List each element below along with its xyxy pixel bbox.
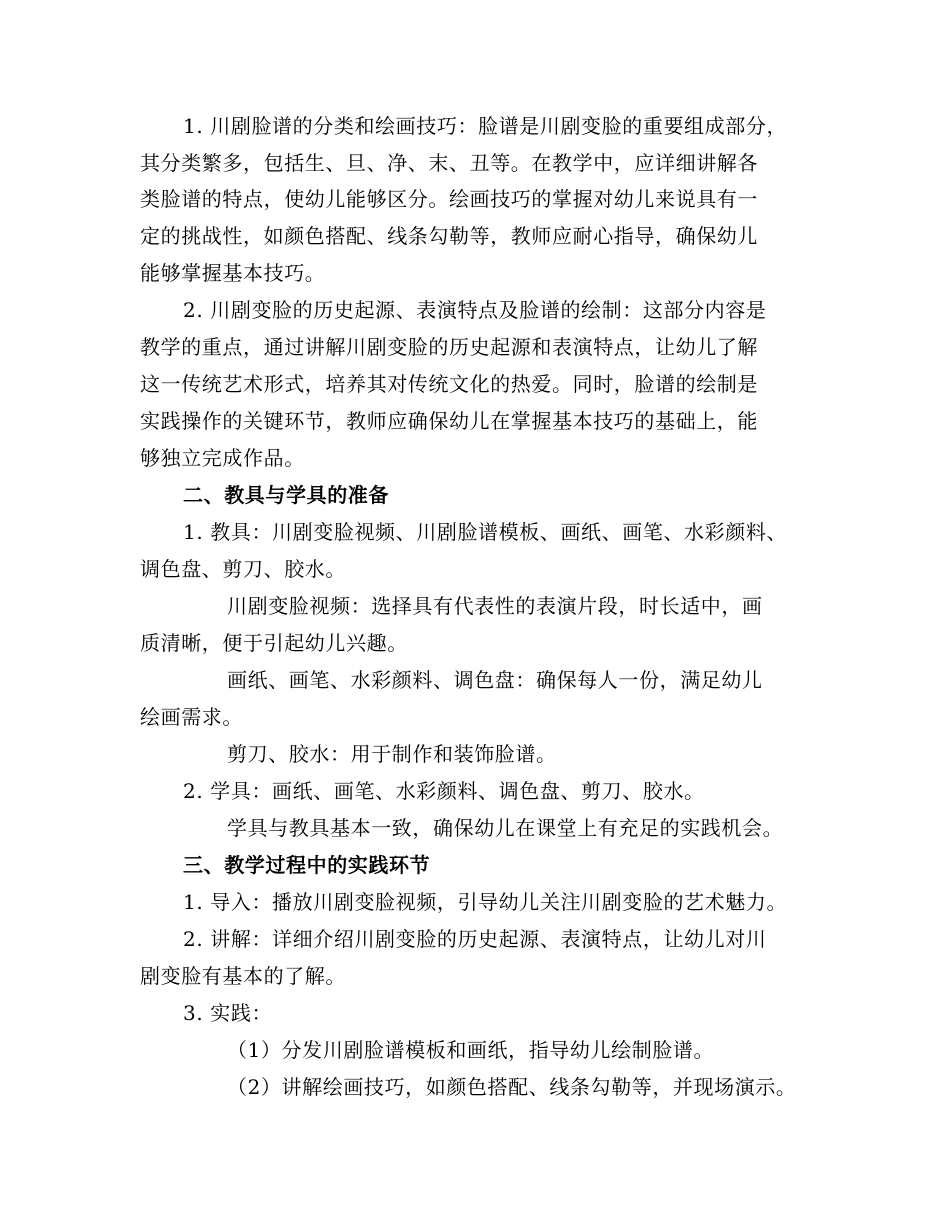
section-heading-3: 三、教学过程中的实践环节 — [183, 853, 431, 877]
paragraph-1-line-1: 1. 川剧脸谱的分类和绘画技巧：脸谱是川剧变脸的重要组成部分， — [183, 114, 788, 138]
paper-note-line-1: 画纸、画笔、水彩颜料、调色盘：确保每人一份，满足幼儿 — [227, 668, 763, 692]
scissors-note: 剪刀、胶水：用于制作和装饰脸谱。 — [227, 742, 557, 766]
paragraph-1-line-2: 其分类繁多，包括生、旦、净、末、丑等。在教学中，应详细讲解各 — [140, 151, 758, 175]
teaching-aids-line-2: 调色盘、剪刀、胶水。 — [140, 557, 346, 581]
video-note-line-1: 川剧变脸视频：选择具有代表性的表演片段，时长适中，画 — [227, 594, 763, 618]
paragraph-1-line-5: 能够掌握基本技巧。 — [140, 261, 326, 285]
paper-note-line-2: 绘画需求。 — [140, 705, 243, 729]
learning-aids-note: 学具与教具基本一致，确保幼儿在课堂上有充足的实践机会。 — [227, 816, 784, 840]
paragraph-2-line-4: 实践操作的关键环节，教师应确保幼儿在掌握基本技巧的基础上，能 — [140, 409, 758, 433]
paragraph-1-line-4: 定的挑战性，如颜色搭配、线条勾勒等，教师应耐心指导，确保幼儿 — [140, 224, 758, 248]
step-explain-line-2: 剧变脸有基本的了解。 — [140, 964, 346, 988]
paragraph-2-line-5: 够独立完成作品。 — [140, 446, 305, 470]
paragraph-2-line-1: 2. 川剧变脸的历史起源、表演特点及脸谱的绘制：这部分内容是 — [183, 298, 767, 322]
teaching-aids-line-1: 1. 教具：川剧变脸视频、川剧脸谱模板、画纸、画笔、水彩颜料、 — [183, 520, 788, 544]
paragraph-2-line-3: 这一传统艺术形式，培养其对传统文化的热爱。同时，脸谱的绘制是 — [140, 372, 758, 396]
paragraph-1-line-3: 类脸谱的特点，使幼儿能够区分。绘画技巧的掌握对幼儿来说具有一 — [140, 187, 758, 211]
step-practice: 3. 实践： — [183, 1001, 273, 1025]
practice-sub-1: （1）分发川剧脸谱模板和画纸，指导幼儿绘制脸谱。 — [227, 1038, 715, 1062]
step-explain-line-1: 2. 讲解：详细介绍川剧变脸的历史起源、表演特点，让幼儿对川 — [183, 927, 767, 951]
step-intro: 1. 导入：播放川剧变脸视频，引导幼儿关注川剧变脸的艺术魅力。 — [183, 890, 788, 914]
learning-aids-line: 2. 学具：画纸、画笔、水彩颜料、调色盘、剪刀、胶水。 — [183, 779, 705, 803]
video-note-line-2: 质清晰，便于引起幼儿兴趣。 — [140, 631, 408, 655]
practice-sub-2: （2）讲解绘画技巧，如颜色搭配、线条勾勒等，并现场演示。 — [227, 1075, 797, 1099]
paragraph-2-line-2: 教学的重点，通过讲解川剧变脸的历史起源和表演特点，让幼儿了解 — [140, 335, 758, 359]
section-heading-2: 二、教具与学具的准备 — [183, 483, 389, 507]
